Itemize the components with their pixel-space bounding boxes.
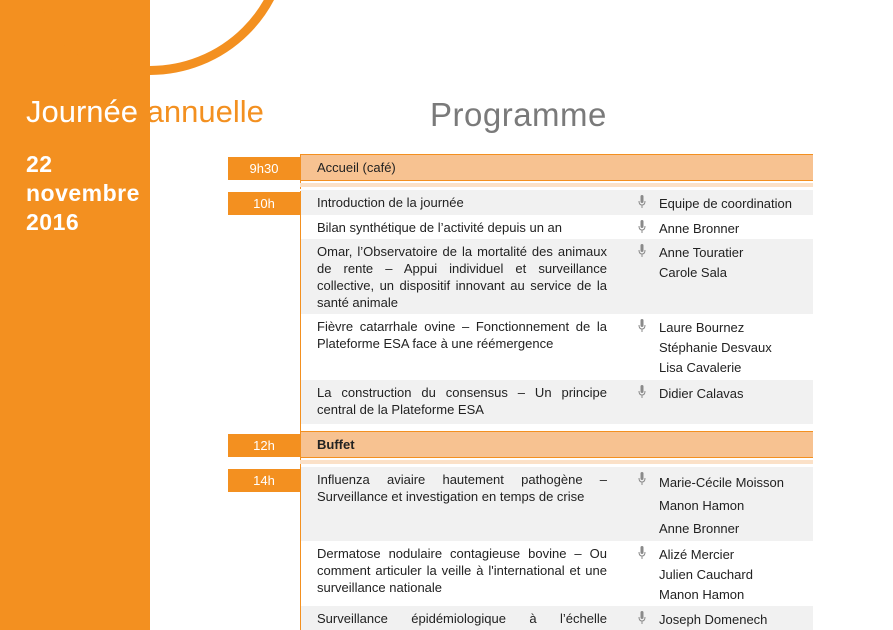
speaker-list — [659, 243, 743, 283]
schedule-row — [301, 467, 813, 541]
microphone-icon — [638, 195, 646, 209]
schedule-row — [301, 380, 813, 424]
microphone-icon — [638, 220, 646, 234]
schedule-row — [301, 314, 813, 380]
speaker-list — [659, 318, 772, 378]
speaker-name: Joseph Domenech — [659, 612, 768, 627]
schedule-row — [301, 215, 813, 239]
time-slot: 9h30 — [228, 157, 300, 180]
speaker-name: Stéphanie Desvaux — [659, 340, 772, 355]
speaker-list — [659, 219, 739, 239]
session-topic: Buffet — [317, 437, 355, 452]
event-title-part1: Journée — [26, 94, 139, 129]
speaker-name: Lisa Cavalerie — [659, 360, 742, 375]
session-topic: Influenza aviaire hautement pathogène – Surveillance et investigation en temps de crise — [317, 472, 607, 504]
date-year: 2016 — [26, 209, 80, 235]
schedule-row — [301, 606, 813, 630]
speaker-name: Didier Calavas — [659, 386, 744, 401]
session-topic: Omar, l’Observatoire de la mortalité des animaux de rente – Appui individuel et surveillance collective, un dispositif innovant au service de la santé animale — [317, 244, 607, 310]
speaker-name: Julien Cauchard — [659, 567, 753, 582]
schedule-row-break — [301, 154, 813, 181]
microphone-icon — [638, 546, 646, 560]
microphone-icon — [638, 611, 646, 625]
event-title-part2: annuelle — [146, 94, 264, 129]
microphone-icon — [638, 244, 646, 258]
schedule-row — [301, 190, 813, 215]
speaker-list — [659, 610, 767, 630]
session-topic: La construction du consensus – Un principe central de la Plateforme ESA — [317, 385, 607, 417]
session-topic: Dermatose nodulaire contagieuse bovine – Ou comment articuler la veille à l'international et une surveillance nationale — [317, 546, 607, 595]
session-topic: Surveillance épidémiologique à l’échelle — [317, 611, 607, 626]
schedule-row — [301, 239, 813, 314]
speaker-list — [659, 545, 753, 605]
time-slot: 10h — [228, 192, 300, 215]
time-slot: 14h — [228, 469, 300, 492]
date-day: 22 — [26, 151, 53, 177]
speaker-name: Marie-Cécile Moisson — [659, 475, 784, 490]
speaker-name: Anne Bronner — [659, 221, 740, 236]
speaker-list — [659, 471, 784, 540]
speaker-list — [659, 194, 792, 214]
schedule-row — [301, 541, 813, 606]
speaker-name: Manon Hamon — [659, 587, 745, 602]
session-topic: Introduction de la journée — [317, 195, 464, 210]
session-topic: Fièvre catarrhale ovine – Fonctionnement de la Plateforme ESA face à une réémergence — [317, 319, 607, 351]
speaker-name: Anne Bronner — [659, 521, 740, 536]
microphone-icon — [638, 385, 646, 399]
date-month: novembre — [26, 180, 140, 206]
schedule-row-break — [301, 431, 813, 458]
speaker-name: Anne Touratier — [659, 245, 744, 260]
speaker-name: Laure Bournez — [659, 320, 745, 335]
page-title: Programme — [430, 96, 607, 133]
speaker-name: Manon Hamon — [659, 498, 745, 513]
speaker-name: Alizé Mercier — [659, 547, 735, 562]
session-topic: Bilan synthétique de l’activité depuis un an — [317, 220, 562, 235]
row-separator — [300, 460, 813, 464]
row-separator — [300, 183, 813, 187]
time-slot: 12h — [228, 434, 300, 457]
event-date — [26, 150, 140, 237]
speaker-name: Equipe de coordination — [659, 196, 792, 211]
microphone-icon — [638, 319, 646, 333]
session-topic: Accueil (café) — [317, 160, 396, 175]
microphone-icon — [638, 472, 646, 486]
event-title — [26, 92, 264, 132]
speaker-list — [659, 384, 744, 404]
speaker-name: Carole Sala — [659, 265, 727, 280]
